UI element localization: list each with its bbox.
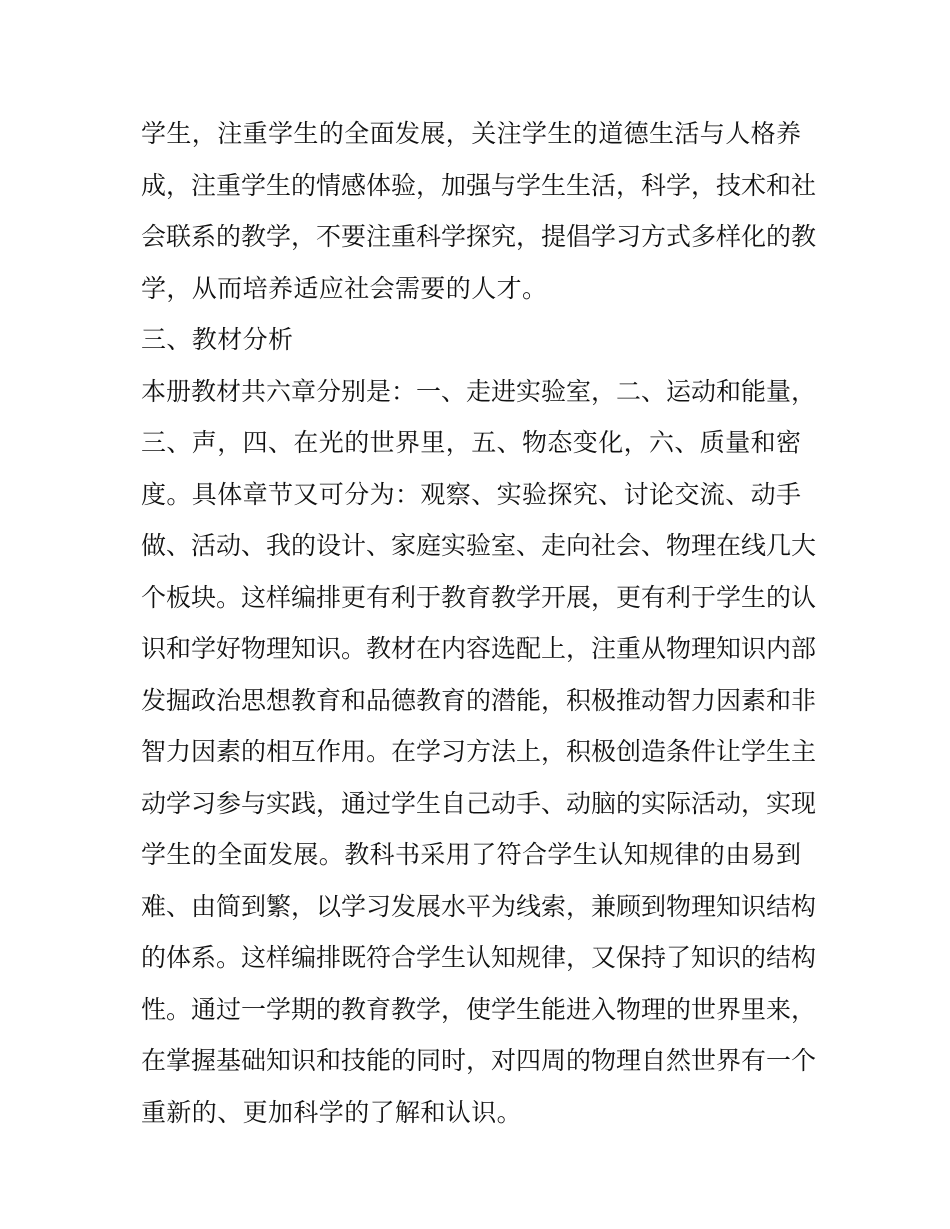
text-line-18: 性。通过一学期的教育教学，使学生能进入物理的世界里来， bbox=[141, 994, 817, 1024]
text-line-8: 度。具体章节又可分为：观察、实验探究、讨论交流、动手 bbox=[141, 479, 802, 509]
section-heading: 三、教材分析 bbox=[141, 325, 294, 354]
text-line-20: 重新的、更加科学的了解和认识。 bbox=[141, 1097, 523, 1127]
text-line-12: 发掘政治思想教育和品德教育的潜能，积极推动智力因素和非 bbox=[141, 685, 817, 715]
text-line-15: 学生的全面发展。教科书采用了符合学生认知规律的由易到 bbox=[141, 840, 802, 869]
text-line-1: 学生，注重学生的全面发展，关注学生的道德生活与人格养 bbox=[141, 119, 802, 148]
text-line-11: 识和学好物理知识。教材在内容选配上，注重从物理知识内部 bbox=[141, 634, 817, 663]
text-line-19: 在掌握基础知识和技能的同时，对四周的物理自然世界有一个 bbox=[141, 1046, 817, 1075]
text-line-3: 会联系的教学，不要注重科学探究，提倡学习方式多样化的教 bbox=[141, 222, 817, 251]
document-body bbox=[141, 108, 817, 1138]
text-line-7: 三、声，四、在光的世界里，五、物态变化，六、质量和密 bbox=[141, 428, 802, 457]
text-line-9: 做、活动、我的设计、家庭实验室、走向社会、物理在线几大 bbox=[141, 531, 817, 560]
text-line-2: 成，注重学生的情感体验，加强与学生生活，科学，技术和社 bbox=[141, 170, 817, 200]
text-line-6: 本册教材共六章分别是：一、走进实验室，二、运动和能量， bbox=[141, 376, 817, 406]
text-line-10: 个板块。这样编排更有利于教育教学开展，更有利于学生的认 bbox=[141, 582, 817, 612]
text-line-13: 智力因素的相互作用。在学习方法上，积极创造条件让学生主 bbox=[141, 737, 817, 766]
text-line-16: 难、由简到繁，以学习发展水平为线索，兼顾到物理知识结构 bbox=[141, 891, 817, 921]
text-line-17: 的体系。这样编排既符合学生认知规律，又保持了知识的结构 bbox=[141, 943, 817, 972]
text-line-4: 学，从而培养适应社会需要的人才。 bbox=[141, 273, 548, 303]
text-line-14: 动学习参与实践，通过学生自己动手、动脑的实际活动，实现 bbox=[141, 788, 817, 818]
